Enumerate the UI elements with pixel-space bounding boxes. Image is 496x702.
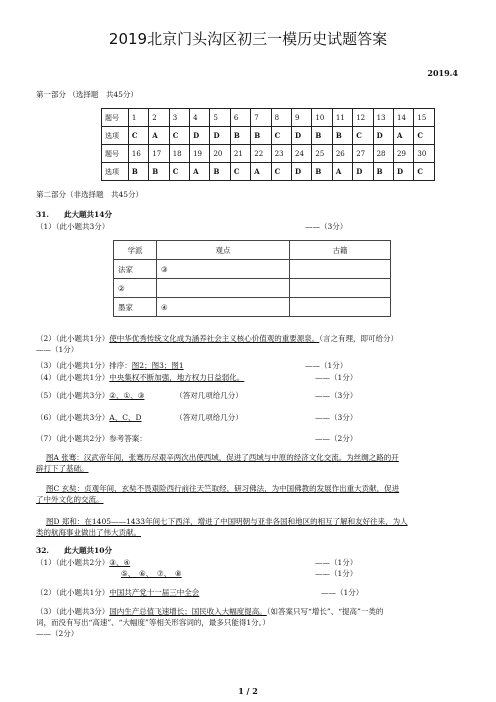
q31-s2-note: （言之有理，即可给分） [319,334,399,343]
school-thought-row [114,241,391,260]
answer-table-cell: D [210,127,230,145]
q31-s3-prefix: （3）（此小题共1分）排序： [36,361,132,370]
q31-s2-prefix: （2）（此小题共1分） [36,334,110,343]
answer-table-cell: 3 [169,109,189,127]
q31-s6 [36,413,243,423]
answer-table-row-header: 选项 [102,127,129,145]
answer-table-row-header: 题号 [102,145,129,163]
q31-s4-prefix: （4）（此小题共1分） [36,373,110,382]
q32-s3-prefix: （3）（此小题共3分） [36,607,110,616]
q31-s2 [36,334,398,344]
school-thought-cell: 墨家 [114,298,157,317]
q31-s7-score: ——（2分） [315,434,358,443]
q32-s2-answer: 中国共产党十一届三中全会 [109,588,200,597]
answer-table-cell: 19 [190,145,210,163]
answer-table-cell: 18 [169,145,189,163]
q31-s6-answer: A、C、D [109,413,142,422]
school-thought-row [114,279,391,298]
answer-table-cell: 4 [190,109,210,127]
answer-table-cell: 17 [149,145,169,163]
school-thought-header: 学派 [114,241,157,260]
answer-table-cell: 24 [292,145,312,163]
q32-s1-score-a: ——（1分） [315,558,358,567]
answer-table-cell: 25 [312,145,332,163]
page-title: 2019北京门头沟区初三一模历史试题答案 [108,30,388,48]
part2-heading: 第二部分（非选择题 共45分） [36,190,144,199]
answer-table-cell: 21 [230,145,250,163]
q31-s4 [36,373,244,383]
answer-table-cell: 22 [251,145,271,163]
part1-heading: 第一部分 （选择题 共45分） [36,90,138,99]
q31-s7-label: （7）（此小题共2分）参考答案： [36,434,147,443]
q31-paragraph-a-line1: 图A 张骞：汉武帝年间，张骞历尽艰辛两次出使西域，促进了西域与中原的经济文化交流。为丝绸之路的开 [46,453,399,462]
school-thought-row [114,298,391,317]
answer-table-cell: 14 [393,109,413,127]
school-thought-table [113,240,391,317]
q32-s2-score: ——（1分） [321,588,364,597]
answer-table-cell: 28 [373,145,393,163]
answer-table-cell: C [271,163,291,181]
q32-s2 [36,588,199,598]
school-thought-cell [290,298,391,317]
q32-s2-prefix: （2）（此小题共1分） [36,588,110,597]
q31-s3-answer: 图2；图3；图1 [131,361,184,370]
q32-s3-note: （如答案只写“增长”、“提高”一类的 [266,607,384,616]
answer-table-cell: 15 [414,109,435,127]
q31-paragraph-c [36,483,400,505]
q32-s3-line2: 词，而没有写出“高速”、“大幅度”等相关形容词的，最多只能得1分。） [36,618,270,627]
answer-table-row-header: 题号 [102,109,129,127]
exam-date: 2019.4 [427,68,458,78]
school-thought-cell: 法家 [114,260,157,279]
answer-table-cell: 27 [353,145,373,163]
answer-table-cell: 2 [149,109,169,127]
q31-s4-score: ——（1分） [315,373,358,382]
answer-table-cell: C [271,127,291,145]
page-number: 1 / 2 [238,686,258,696]
answer-table-cell: C [414,163,435,181]
answer-table-cell: 8 [271,109,291,127]
answer-table-cell: 23 [271,145,291,163]
answer-table-cell: 6 [230,109,250,127]
answer-table-cell: C [230,163,250,181]
answer-table-cell: B [373,163,393,181]
answer-table-cell: B [149,163,169,181]
answer-table-cell: B [128,163,148,181]
q32-s1-score-b: ——（1分） [315,569,358,578]
answer-table-cell: D [190,127,210,145]
answer-table-cell: C [414,127,435,145]
q31-s6-score: ——（3分） [315,413,358,422]
answer-table-row [102,145,435,163]
q32-s1-answer-b: ⑤、 ⑥、 ⑦、 ⑧ [121,569,182,578]
answer-table-row-header: 选项 [102,163,129,181]
answer-table-cell: 12 [353,109,373,127]
answer-table-cell: D [292,127,312,145]
q31-paragraph-a-line2: 辟打下了基础。 [36,464,89,473]
q31-paragraph-c-line1: 图C 玄奘：贞观年间，玄奘不畏艰险西行前往天竺取经，研习佛法，为中国佛教的发展作出重大贡献，促进 [46,484,400,493]
q31-s3-score: ——（1分） [305,361,348,370]
q31-s1-label: （1）（此小题共3分） [36,222,110,231]
answer-table-cell: 29 [393,145,413,163]
school-thought-cell [157,279,290,298]
q31-s5-prefix: （5）（此小题共3分） [36,391,110,400]
q31-s4-answer: 中央集权不断加强，地方权力日益弱化。 [109,373,245,382]
answer-table-cell: D [393,163,413,181]
answer-table-cell: 5 [210,109,230,127]
q31-s6-prefix: （6）（此小题共3分） [36,413,110,422]
answer-table-cell: 13 [373,109,393,127]
q31-s3 [36,361,224,371]
q31-heading: 31. 此大题共14分 [36,210,112,219]
q31-s2-score: ——（1分） [36,345,79,354]
answer-table-cell: 16 [128,145,148,163]
answer-table-row [102,163,435,181]
q31-s2-answer: 使中华优秀传统文化成为涵养社会主义核心价值观的重要源泉。 [109,334,320,343]
answer-table-cell: B [312,127,332,145]
answer-table-cell: B [312,163,332,181]
answer-table-cell: B [230,127,250,145]
answer-table-cell: C [169,127,189,145]
school-thought-header: 古籍 [290,241,391,260]
answer-table-cell: C [169,163,189,181]
q31-paragraph-d-line1: 图D 郑和：在1405——1433年间七下西洋，增进了中国明朝与亚非各国和地区的相互了解和友好往来，为人 [46,517,408,526]
school-thought-cell: ④ [157,298,290,317]
answer-table-cell: D [353,163,373,181]
school-thought-cell [290,260,391,279]
answer-table-cell: A [251,163,271,181]
q31-paragraph-d [36,516,408,538]
answer-table-cell: A [149,127,169,145]
school-thought-cell [290,279,391,298]
answer-table-cell: A [332,163,352,181]
q32-s1-answer-a: ③、④ [109,558,131,567]
q31-s1-score: ——（3分） [305,222,348,231]
answer-table-cell: C [128,127,148,145]
answer-table-cell: C [353,127,373,145]
answer-table-cell: D [292,163,312,181]
school-thought-row [114,260,391,279]
answer-table-cell: A [393,127,413,145]
answer-table-cell: 11 [332,109,352,127]
q31-s5-score: ——（3分） [315,391,358,400]
q31-s6-note: （答对几项给几分） [175,413,243,422]
answer-table-row [102,109,435,127]
answer-table-cell: 26 [332,145,352,163]
answer-table-row [102,127,435,145]
q31-paragraph-d-line2: 类的航海事业做出了伟大贡献。 [36,528,141,537]
q32-s3-answer: 国内生产总值飞速增长；国民收入大幅度提高。 [109,607,267,616]
answer-table-cell: 1 [128,109,148,127]
school-thought-cell: ② [114,279,157,298]
answer-table-cell: 10 [312,109,332,127]
school-thought-cell: ③ [157,260,290,279]
answer-table-cell: B [210,163,230,181]
answer-table-cell: 20 [210,145,230,163]
answer-table-cell: B [251,127,271,145]
q32-s1-prefix: （1）（此小题共2分） [36,558,110,567]
answer-table-cell: 9 [292,109,312,127]
school-thought-header: 观点 [157,241,290,260]
answer-table-cell: B [332,127,352,145]
q32-s3-score: ——（2分） [36,629,79,638]
q31-s5 [36,391,243,401]
answer-table [101,108,435,181]
q32-s1 [36,558,187,568]
q31-s5-note: （答对几项给几分） [175,391,243,400]
answer-table-cell: 30 [414,145,435,163]
q31-paragraph-a [36,452,399,474]
q32-s3 [36,607,383,617]
answer-table-cell: D [373,127,393,145]
q32-heading: 32. 此大题共10分 [36,546,112,555]
q31-s5-answer: ②、①、③ [109,391,145,400]
answer-table-cell: A [190,163,210,181]
q31-paragraph-c-line2: 了中外文化的交流。 [36,495,104,504]
answer-table-cell: 7 [251,109,271,127]
